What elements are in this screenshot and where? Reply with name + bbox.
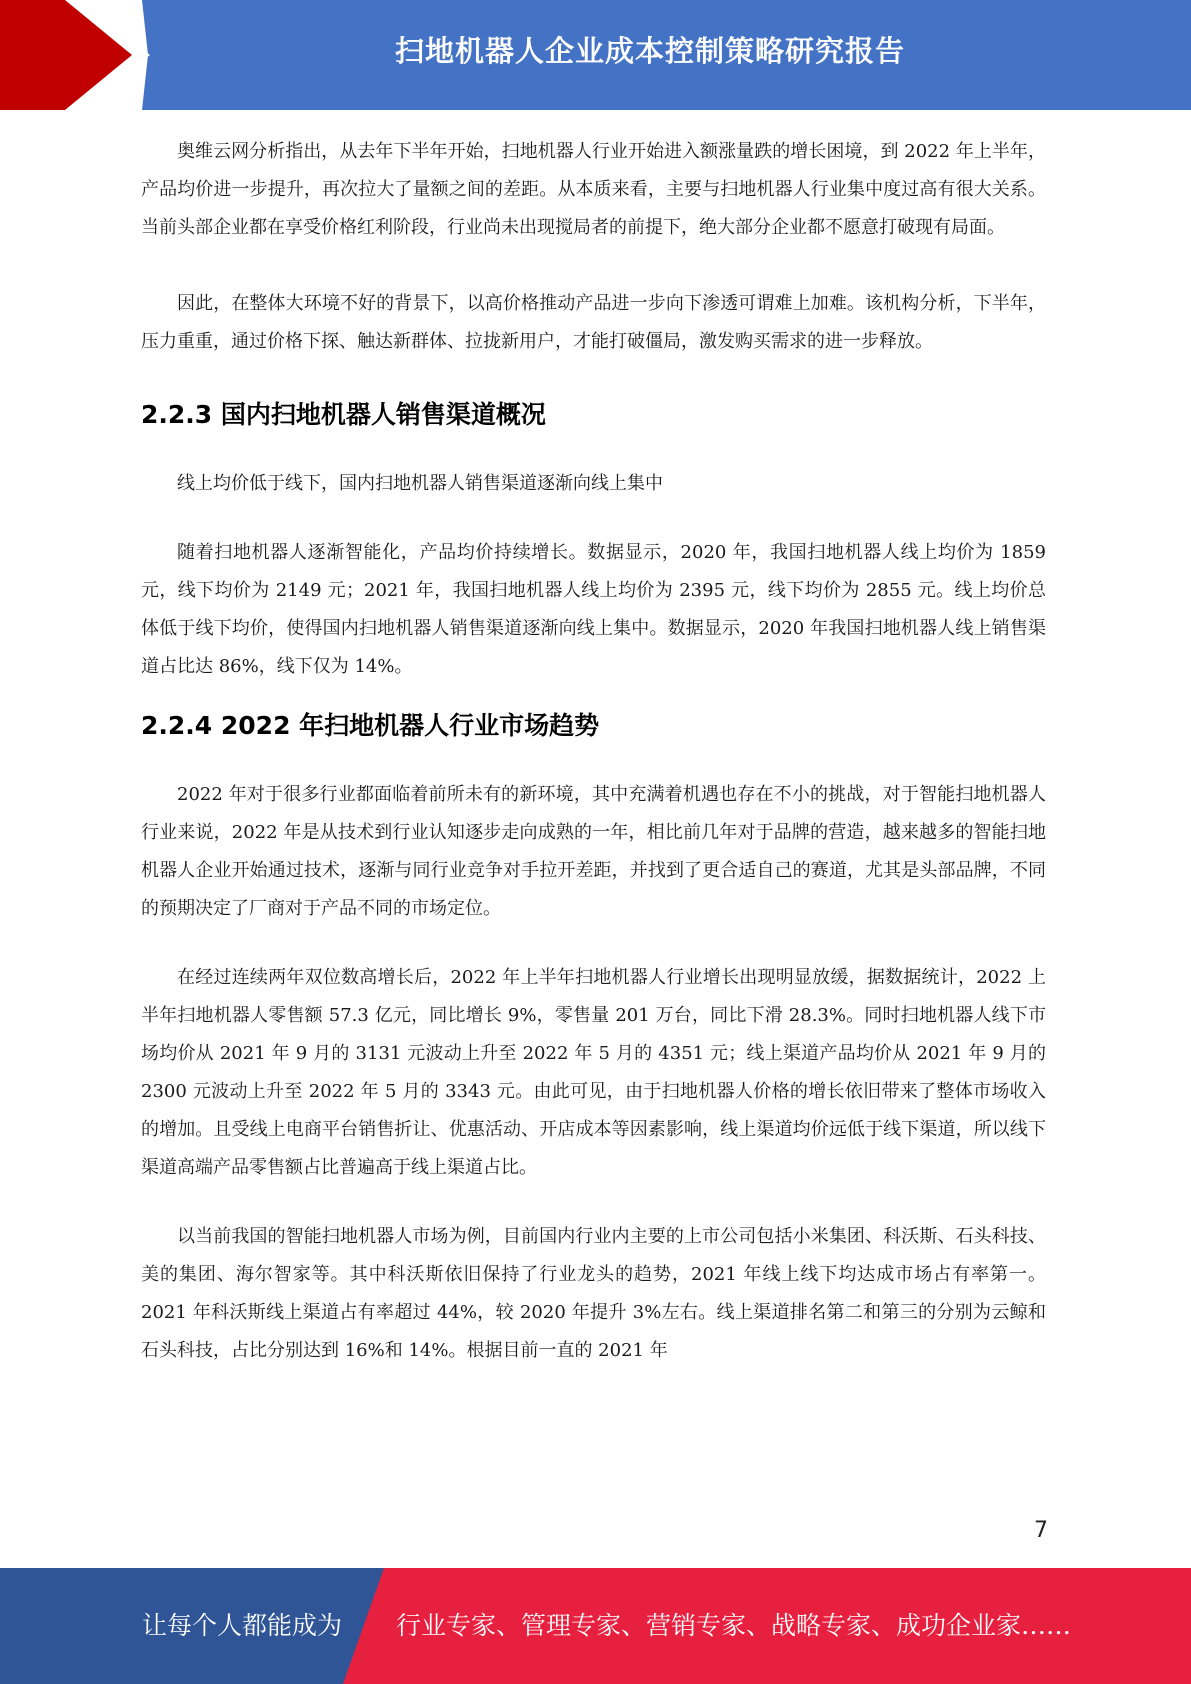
page-footer bbox=[0, 1568, 1191, 1684]
paragraph-2: 因此，在整体大环境不好的背景下，以高价格推动产品进一步向下渗透可谓难上加难。该机构分析，下半年，压力重重，通过价格下探、触达新群体、拉拢新用户，才能打破僵局，激发购买需求的进一步释放。 bbox=[141, 293, 1046, 352]
footer-slogan-left: 让每个人都能成为 bbox=[142, 1611, 343, 1640]
page-header bbox=[0, 0, 1191, 110]
paragraph-1: 奥维云网分析指出，从去年下半年开始，扫地机器人行业开始进入额涨量跌的增长困境，到 2022 年上半年，产品均价进一步提升，再次拉大了量额之间的差距。从本质来看，主要与扫地机器人行业集中度过高有很大关系。当前头部企业都在享受价格红利阶段，行业尚未出现搅局者的前提下，绝大部分企业都不愿意打破现有局面。 bbox=[141, 141, 1046, 238]
paragraph-5: 2022 年对于很多行业都面临着前所未有的新环境，其中充满着机遇也存在不小的挑战，对于智能扫地机器人行业来说，2022 年是从技术到行业认知逐步走向成熟的一年，相比前几年对于品牌的营造，越来越多的智能扫地机器人企业开始通过技术，逐渐与同行业竞争对手拉开差距，并找到了更合适自己的赛道，尤其是头部品牌，不同的预期决定了厂商对于产品不同的市场定位。 bbox=[141, 784, 1046, 919]
paragraph-4: 随着扫地机器人逐渐智能化，产品均价持续增长。数据显示，2020 年，我国扫地机器人线上均价为 1859 元，线下均价为 2149 元；2021 年，我国扫地机器人线上均价为 2395 元，线下均价为 2855 元。线上均价总体低于线下均价，使得国内扫地机器人销售渠道逐渐向线上集中。数据显示，2020 年我国扫地机器人线上销售渠道占比达 86%，线下仅为 14%。 bbox=[141, 542, 1046, 677]
paragraph-7: 以当前我国的智能扫地机器人市场为例，目前国内行业内主要的上市公司包括小米集团、科沃斯、石头科技、美的集团、海尔智家等。其中科沃斯依旧保持了行业龙头的趋势，2021 年线上线下均达成市场占有率第一。2021 年科沃斯线上渠道占有率超过 44%，较 2020 年提升 3%左右。线上渠道排名第二和第三的分别为云鲸和石头科技，占比分别达到 16%和 14%。根据目前一直的 2021 年 bbox=[141, 1226, 1046, 1361]
page-number: 7 bbox=[1034, 1518, 1048, 1543]
section-heading-2-2-3: 2.2.3 国内扫地机器人销售渠道概况 bbox=[141, 400, 546, 429]
report-title: 扫地机器人企业成本控制策略研究报告 bbox=[394, 34, 905, 68]
footer-slogan-right: 行业专家、管理专家、营销专家、战略专家、成功企业家…… bbox=[396, 1611, 1072, 1640]
paragraph-6: 在经过连续两年双位数高增长后，2022 年上半年扫地机器人行业增长出现明显放缓，据数据统计，2022 上半年扫地机器人零售额 57.3 亿元，同比增长 9%，零售量 201 万台，同比下滑 28.3%。同时扫地机器人线下市场均价从 2021 年 9 月的 3131 元波动上升至 2022 年 5 月的 4351 元；线上渠道产品均价从 2021 年 9 月的 2300 元波动上升至 2022 年 5 月的 3343 元。由此可见，由于扫地机器人价格的增长依旧带来了整体市场收入的增加。且受线上电商平台销售折让、优惠活动、开店成本等因素影响，线上渠道均价远低于线下渠道，所以线下渠道高端产品零售额占比普遍高于线上渠道占比。 bbox=[141, 967, 1046, 1178]
section-heading-2-2-4: 2.2.4 2022 年扫地机器人行业市场趋势 bbox=[141, 711, 600, 740]
paragraph-3: 线上均价低于线下，国内扫地机器人销售渠道逐渐向线上集中 bbox=[177, 473, 663, 494]
document-body bbox=[141, 133, 1046, 1370]
